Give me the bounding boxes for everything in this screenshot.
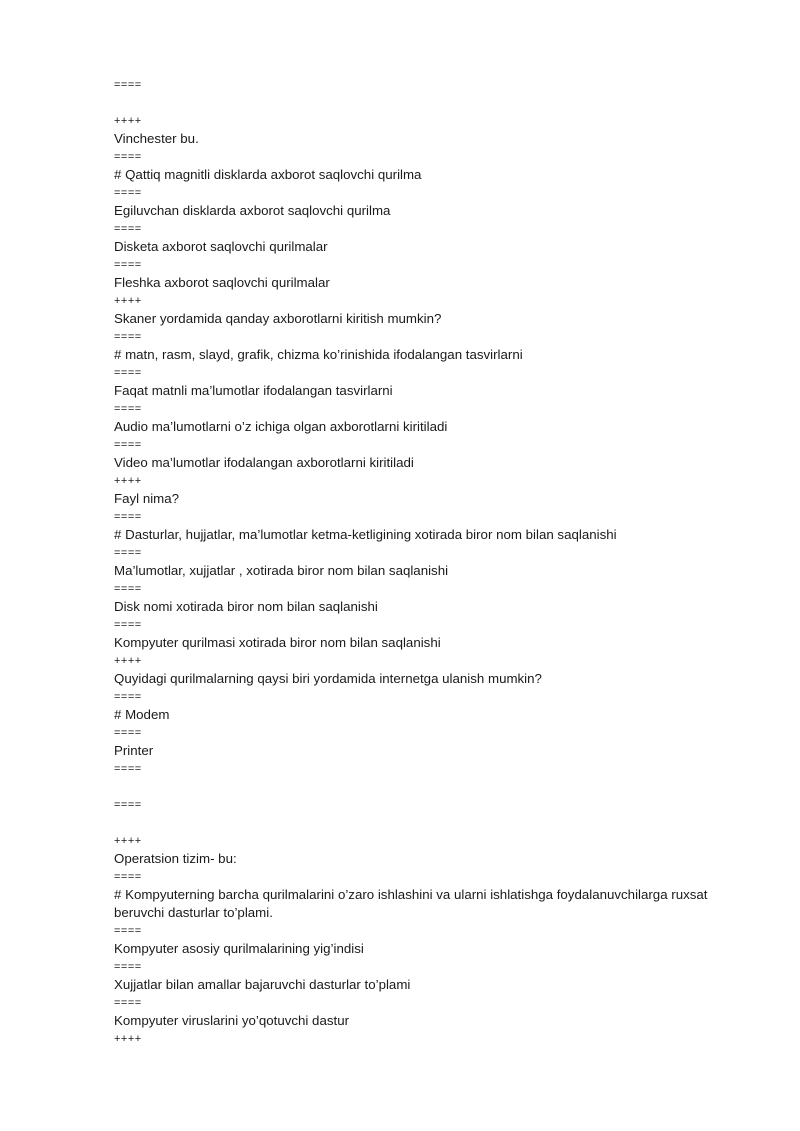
separator-line: ==== (114, 79, 142, 91)
separator-line: ==== (114, 727, 142, 739)
text-line: Operatsion tizim- bu: (114, 851, 237, 866)
blank-line (114, 94, 730, 112)
separator-line: ==== (114, 367, 142, 379)
separator-line: ==== (114, 583, 142, 595)
separator-line: ==== (114, 259, 142, 271)
text-line: Disk nomi xotirada biror nom bilan saqlanishi (114, 599, 378, 614)
separator-line: ++++ (114, 655, 142, 667)
text-line: Kompyuter asosiy qurilmalarining yig’indisi (114, 941, 364, 956)
separator-line: ++++ (114, 1033, 142, 1045)
separator-line: ++++ (114, 835, 142, 847)
blank-line (114, 814, 730, 832)
separator-line: ==== (114, 871, 142, 883)
separator-line: ++++ (114, 115, 142, 127)
separator-line: ==== (114, 547, 142, 559)
separator-line: ==== (114, 187, 142, 199)
text-line: Disketa axborot saqlovchi qurilmalar (114, 239, 328, 254)
text-line: Vinchester bu. (114, 131, 199, 146)
text-line: Skaner yordamida qanday axborotlarni kiritish mumkin? (114, 311, 442, 326)
document-body (114, 76, 730, 1048)
text-line: Faqat matnli ma’lumotlar ifodalangan tasvirlarni (114, 383, 393, 398)
text-line: Video ma’lumotlar ifodalangan axborotlarni kiritiladi (114, 455, 414, 470)
text-line: # matn, rasm, slayd, grafik, chizma ko’rinishida ifodalangan tasvirlarni (114, 347, 523, 362)
separator-line: ==== (114, 511, 142, 523)
separator-line: ==== (114, 619, 142, 631)
text-line: Egiluvchan disklarda axborot saqlovchi qurilma (114, 203, 391, 218)
separator-line: ==== (114, 961, 142, 973)
text-line: # Kompyuterning barcha qurilmalarini o’zaro ishlashini va ularni ishlatishga foydalanuvchilarga ruxsat beruvchi dasturlar to’plami. (114, 887, 712, 920)
text-line: # Dasturlar, hujjatlar, ma’lumotlar ketma-ketligining xotirada biror nom bilan saqlanishi (114, 527, 617, 542)
separator-line: ++++ (114, 475, 142, 487)
text-line: Fayl nima? (114, 491, 180, 506)
separator-line: ==== (114, 799, 142, 811)
separator-line: ==== (114, 403, 142, 415)
text-line: Printer (114, 743, 154, 758)
text-line: Kompyuter qurilmasi xotirada biror nom bilan saqlanishi (114, 635, 441, 650)
separator-line: ==== (114, 151, 142, 163)
text-line: Quyidagi qurilmalarning qaysi biri yordamida internetga ulanish mumkin? (114, 671, 542, 686)
separator-line: ==== (114, 439, 142, 451)
text-line: Kompyuter viruslarini yo’qotuvchi dastur (114, 1013, 350, 1028)
text-line: # Modem (114, 707, 170, 722)
separator-line: ==== (114, 691, 142, 703)
text-line: # Qattiq magnitli disklarda axborot saqlovchi qurilma (114, 167, 422, 182)
separator-line: ==== (114, 925, 142, 937)
separator-line: ++++ (114, 295, 142, 307)
separator-line: ==== (114, 763, 142, 775)
text-line: Ma’lumotlar, xujjatlar , xotirada biror nom bilan saqlanishi (114, 563, 449, 578)
text-line: Xujjatlar bilan amallar bajaruvchi dasturlar to’plami (114, 977, 411, 992)
text-line: Audio ma’lumotlarni o’z ichiga olgan axborotlarni kiritiladi (114, 419, 448, 434)
text-line: Fleshka axborot saqlovchi qurilmalar (114, 275, 330, 290)
separator-line: ==== (114, 997, 142, 1009)
separator-line: ==== (114, 223, 142, 235)
separator-line: ==== (114, 331, 142, 343)
blank-line (114, 778, 730, 796)
